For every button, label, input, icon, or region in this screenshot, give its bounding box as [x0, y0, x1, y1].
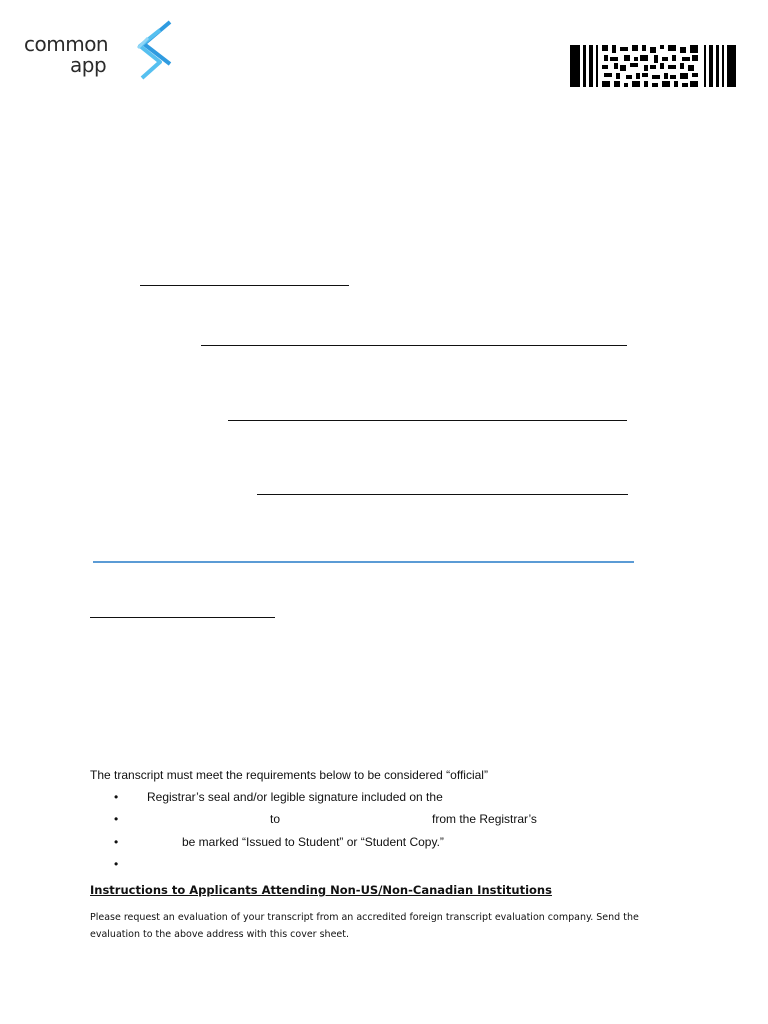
form-line-2[interactable]	[201, 345, 627, 346]
form-line-3[interactable]	[228, 420, 627, 421]
instructions-body: Please request an evaluation of your transcript from an accredited foreign transcript evaluation company. Send the evaluation to the above address with this cover sheet.	[90, 912, 639, 940]
requirement-3: be marked “Issued to Student” or “Student Copy.”	[182, 835, 444, 849]
bullet-3: •	[114, 835, 119, 849]
requirement-1: Registrar’s seal and/or legible signature included on the	[147, 790, 443, 804]
requirements-intro: The transcript must meet the requirements below to be considered “official”	[90, 768, 488, 782]
form-line-1[interactable]	[140, 285, 349, 286]
common-app-logo-mark-icon	[112, 20, 174, 82]
bullet-4: •	[114, 857, 119, 871]
form-line-4[interactable]	[257, 494, 628, 495]
form-line-5[interactable]	[90, 617, 275, 618]
requirement-2-part-b: from the Registrar’s	[432, 812, 537, 826]
bullet-2: •	[114, 812, 119, 826]
logo-word-common: common	[24, 32, 109, 56]
requirement-2-part-a: to	[270, 812, 281, 826]
barcode-icon	[570, 45, 736, 87]
logo-word-app: app	[70, 53, 107, 77]
common-app-logo	[24, 20, 154, 84]
instructions-heading: Instructions to Applicants Attending Non-US/Non-Canadian Institutions	[90, 883, 552, 897]
bullet-1: •	[114, 790, 119, 804]
section-divider	[93, 561, 634, 563]
